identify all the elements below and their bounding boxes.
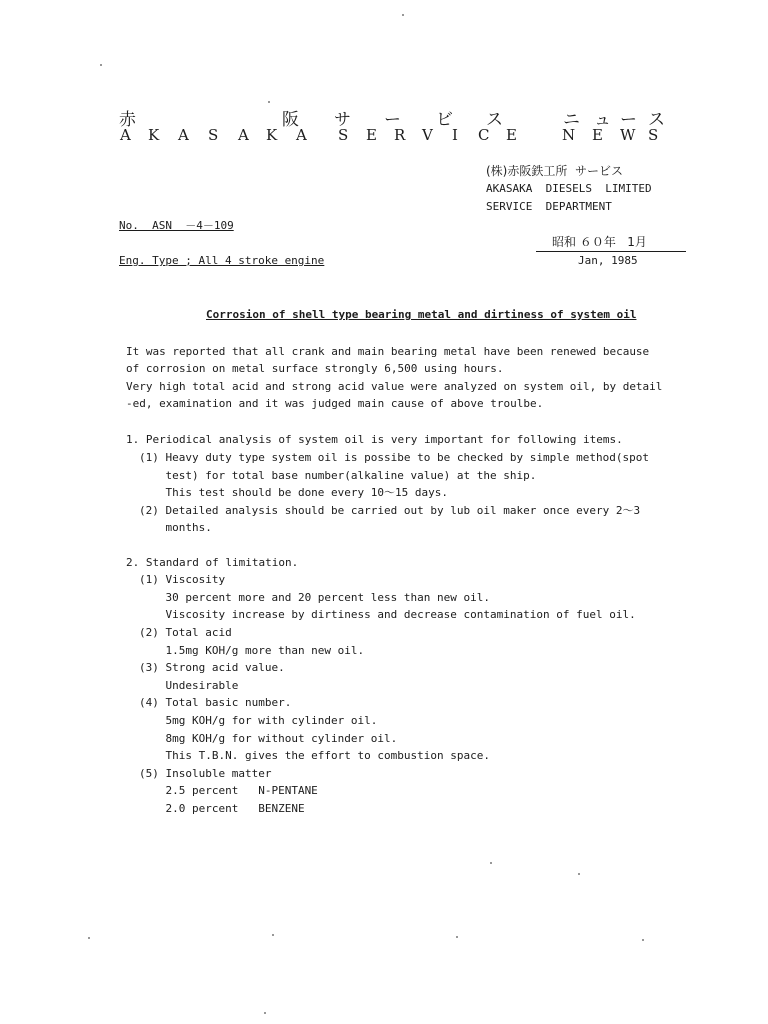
header-jp-char: サ <box>334 110 353 130</box>
company-name-jp: (株)赤阪鉄工所 サービス <box>486 164 623 178</box>
section-2-item-line: 5mg KOH/g for with cylinder oil. <box>139 714 378 727</box>
header-en-letter: S <box>648 126 661 144</box>
scan-speck <box>100 64 102 66</box>
intro-line: -ed, examination and it was judged main cause of above troulbe. <box>126 397 544 410</box>
section-1-item-line: test) for total base number(alkaline value) at the ship. <box>139 469 537 482</box>
section-2-item-line: (3) Strong acid value. <box>139 661 285 674</box>
scan-speck <box>578 873 580 875</box>
date-english: Jan, 1985 <box>578 254 638 267</box>
scan-speck <box>402 14 404 16</box>
section-2-item-line: (5) Insoluble matter <box>139 767 272 780</box>
scan-speck <box>264 1012 266 1014</box>
scan-speck <box>490 862 492 864</box>
header-en-letter: K <box>148 126 162 144</box>
scan-speck <box>456 936 458 938</box>
scan-speck <box>642 939 644 941</box>
scan-speck <box>272 934 274 936</box>
section-2-item-line: 30 percent more and 20 percent less than new oil. <box>139 591 490 604</box>
header-en-letter: V <box>422 126 435 144</box>
section-1-title: 1. Periodical analysis of system oil is very important for following items. <box>126 433 623 446</box>
header-jp-char: ニ <box>563 110 582 130</box>
header-jp-char: ビ <box>436 110 455 130</box>
header-en-letter: A <box>120 126 133 144</box>
header-en-letter: S <box>208 126 221 144</box>
header-jp-char: ー <box>620 110 639 130</box>
header-jp-char: ュ <box>594 110 613 130</box>
header-en-letter: A <box>178 126 191 144</box>
document-number: No. ASN －4－109 <box>119 219 234 232</box>
scan-speck <box>88 937 90 939</box>
section-2-item-line: Undesirable <box>139 679 239 692</box>
section-1-item-line: months. <box>139 521 212 534</box>
section-2-item-line: (4) Total basic number. <box>139 696 292 709</box>
header-en-letter: C <box>478 126 492 144</box>
section-1-item-line: (1) Heavy duty type system oil is possibe to be checked by simple method(spot <box>139 451 649 464</box>
engine-type: Eng. Type ; All 4 stroke engine <box>119 254 325 267</box>
section-2-item-line: (2) Total acid <box>139 626 232 639</box>
date-japanese: 昭和 ６０年 1月 <box>552 235 647 249</box>
header-en-letter: K <box>266 126 280 144</box>
section-2-item-line: 1.5mg KOH/g more than new oil. <box>139 644 365 657</box>
company-name-en: AKASAKA DIESELS LIMITED <box>486 182 652 195</box>
header-jp-char: ー <box>384 110 403 130</box>
header-jp-char: ス <box>486 110 505 130</box>
header-en-letter: A <box>238 126 251 144</box>
intro-line: of corrosion on metal surface strongly 6,500 using hours. <box>126 362 504 375</box>
section-2-item-line: This T.B.N. gives the effort to combustion space. <box>139 749 490 762</box>
section-2-item-line: 8mg KOH/g for without cylinder oil. <box>139 732 398 745</box>
header-jp-char: 阪 <box>282 110 301 130</box>
header-jp-char: 赤 <box>119 110 138 130</box>
section-2-item-line: Viscosity increase by dirtiness and decrease contamination of fuel oil. <box>139 608 636 621</box>
header-en-letter: W <box>620 126 638 144</box>
header-jp-char: ス <box>648 110 667 130</box>
header-en-letter: S <box>338 126 351 144</box>
header-en-letter: A <box>296 126 309 144</box>
section-2-item-line: 2.5 percent N-PENTANE <box>139 784 318 797</box>
section-1-item-line: (2) Detailed analysis should be carried out by lub oil maker once every 2～3 <box>139 504 641 517</box>
intro-line: Very high total acid and strong acid value were analyzed on system oil, by detail <box>126 380 663 393</box>
header-en-letter: E <box>366 126 379 144</box>
section-2-title: 2. Standard of limitation. <box>126 556 299 569</box>
section-2-item-line: 2.0 percent BENZENE <box>139 802 305 815</box>
scan-speck <box>268 101 270 103</box>
section-2-item-line: (1) Viscosity <box>139 573 226 586</box>
subject-title: Corrosion of shell type bearing metal and dirtiness of system oil <box>206 308 637 321</box>
header-en-letter: N <box>562 126 578 144</box>
intro-line: It was reported that all crank and main bearing metal have been renewed because <box>126 345 650 358</box>
header-en-letter: R <box>394 126 408 144</box>
company-department: SERVICE DEPARTMENT <box>486 200 612 213</box>
section-1-item-line: This test should be done every 10～15 days. <box>139 486 449 499</box>
header-en-letter: I <box>452 126 460 144</box>
header-en-letter: E <box>592 126 605 144</box>
header-en-letter: E <box>506 126 519 144</box>
